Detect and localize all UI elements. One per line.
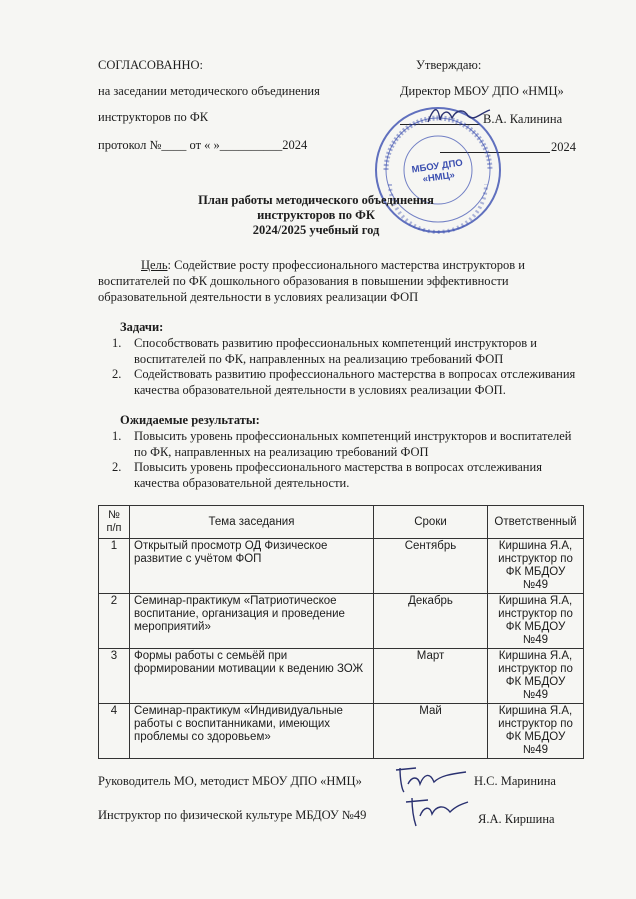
header-topic: Тема заседания: [130, 506, 374, 539]
director-signature: [424, 102, 494, 130]
agreed-heading: СОГЛАСОВАННО:: [98, 58, 204, 72]
row-topic: Формы работы с семьёй при формировании мотивации к ведению ЗОЖ: [130, 649, 374, 704]
row-topic: Семинар-практикум «Патриотическое воспитание, организация и проведение мероприятий»: [130, 594, 374, 649]
task-number: 1.: [112, 336, 122, 350]
header-date: Сроки: [374, 506, 488, 539]
row-responsible: Киршина Я.А, инструктор по ФК МБДОУ №49: [488, 649, 584, 704]
result-text-line: по ФК, направленных на реализацию требований ФОП: [134, 444, 429, 459]
task-text-line: Способствовать развитию профессиональных компетенций инструкторов и: [134, 336, 537, 350]
table-header-row: [99, 506, 584, 539]
results-heading: Ожидаемые результаты:: [120, 413, 260, 427]
row-responsible: Киршина Я.А, инструктор по ФК МБДОУ №49: [488, 539, 584, 594]
row-num: 1: [99, 539, 130, 594]
task-text-line: Содействовать развитию профессионального мастерства в вопросах отслеживания: [134, 367, 576, 381]
task-number: 2.: [112, 367, 122, 381]
tasks-heading: Задачи:: [120, 320, 164, 334]
task-item: [112, 336, 575, 367]
row-num: 3: [99, 649, 130, 704]
title-line-1: План работы методического объединения: [198, 193, 434, 207]
result-text-line: Повысить уровень профессионального мастерства в вопросах отслеживания: [134, 460, 542, 474]
row-date: Сентябрь: [374, 539, 488, 594]
result-item: [112, 460, 571, 491]
footer-instructor-role: Инструктор по физической культуре МБДОУ №49: [98, 808, 367, 822]
footer-methodist-role: Руководитель МО, методист МБОУ ДПО «НМЦ»: [98, 774, 362, 788]
result-text-line: Повысить уровень профессиональных компетенций инструкторов и воспитателей: [134, 429, 572, 443]
table-row: [99, 704, 584, 759]
goal-line-1: [141, 258, 525, 273]
approve-director: Директор МБОУ ДПО «НМЦ»: [400, 84, 564, 98]
task-item: [112, 367, 575, 398]
approve-year: 2024: [551, 140, 576, 154]
instructor-signature: [402, 794, 472, 828]
result-text-line: качества образовательной деятельности.: [134, 475, 350, 490]
footer-instructor-name: Я.А. Киршина: [478, 812, 555, 826]
result-number: 1.: [112, 429, 122, 443]
goal-line-3: образовательной деятельности в условиях реализации ФОП: [98, 290, 419, 304]
approve-name: В.А. Калинина: [483, 112, 563, 126]
methodist-signature: [394, 762, 470, 796]
agreed-line-meeting: на заседании методического объединения: [98, 84, 320, 98]
row-date: Март: [374, 649, 488, 704]
row-responsible: Киршина Я.А, инструктор по ФК МБДОУ №49: [488, 704, 584, 759]
task-text-line: воспитателей по ФК, направленных на реализацию требований ФОП: [134, 351, 504, 366]
tasks-list: [112, 336, 575, 398]
table-row: [99, 649, 584, 704]
header-responsible: Ответственный: [488, 506, 584, 539]
row-responsible: Киршина Я.А, инструктор по ФК МБДОУ №49: [488, 594, 584, 649]
agreed-line-instructors: инструкторов по ФК: [98, 110, 209, 124]
row-num: 4: [99, 704, 130, 759]
table-row: [99, 594, 584, 649]
title-line-2: инструкторов по ФК: [257, 208, 375, 222]
header-num: № п/п: [99, 506, 130, 539]
result-item: [112, 429, 571, 460]
goal-label: Цель: [141, 258, 168, 272]
result-number: 2.: [112, 460, 122, 474]
goal-line-2: воспитателей по ФК дошкольного образования в повышении эффективности: [98, 274, 509, 288]
agreed-line-protocol: протокол №____ от « »__________2024: [98, 138, 308, 152]
row-date: Май: [374, 704, 488, 759]
row-date: Декабрь: [374, 594, 488, 649]
results-list: [112, 429, 571, 491]
row-topic: Семинар-практикум «Индивидуальные работы с воспитанниками, имеющих проблемы со здоровьем»: [130, 704, 374, 759]
title-line-3: 2024/2025 учебный год: [252, 223, 380, 237]
task-text-line: качества образовательной деятельности в условиях реализации ФОП.: [134, 382, 506, 397]
approve-heading: Утверждаю:: [416, 58, 482, 72]
goal-text: : Содействие росту профессионального мастерства инструкторов и: [167, 258, 525, 272]
table-row: [99, 539, 584, 594]
row-num: 2: [99, 594, 130, 649]
footer-methodist-name: Н.С. Маринина: [474, 774, 556, 788]
stamp-center-text: МБОУ ДПО «НМЦ»: [411, 157, 464, 186]
meetings-table: [98, 505, 584, 759]
row-topic: Открытый просмотр ОД Физическое развитие с учётом ФОП: [130, 539, 374, 594]
